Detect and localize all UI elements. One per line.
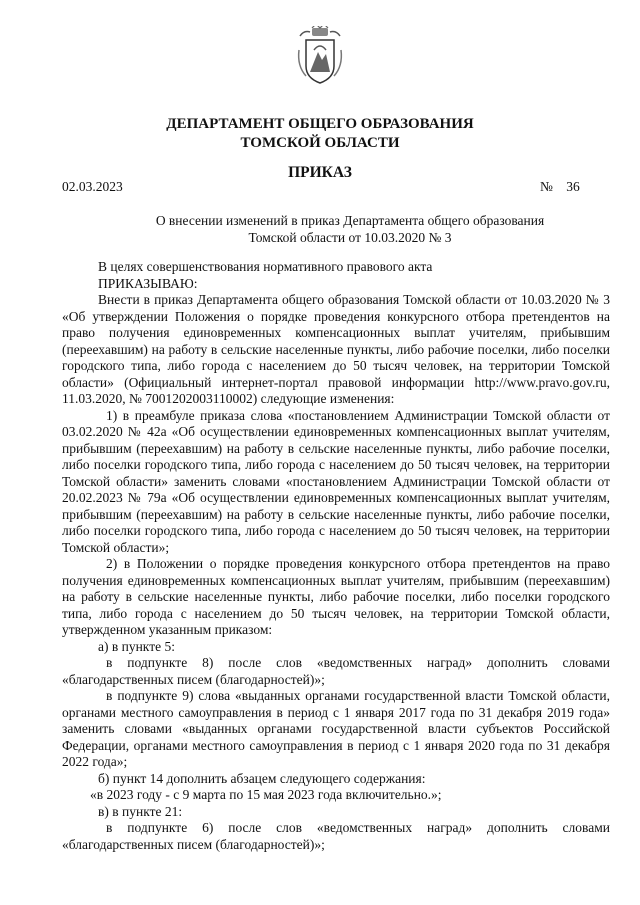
paragraph-subpoint-6: в подпункте 6) после слов «ведомственных наград» дополнить словами «благодарственных писем (благодарностей)»; <box>62 820 610 852</box>
paragraph-subitem-v: в) в пункте 21: <box>98 803 183 819</box>
subject-line-2: Томской области от 10.03.2020 № 3 <box>248 230 452 245</box>
paragraph-subitem-b: б) пункт 14 дополнить абзацем следующего содержания: <box>98 770 426 786</box>
paragraph-item-2: 2) в Положении о порядке проведения конкурсного отбора претендентов на право получения единовременных компенсационных выплат учителям, прибывшим (переехавшим) на работу в сельские населенные пункты, либо рабочие поселки, либо поселки городского типа, либо города с населением до 50 тысяч человек, на территории Томской области, утвержденном указанным приказом: <box>62 556 610 637</box>
order-number: № 36 <box>540 179 580 194</box>
order-date: 02.03.2023 <box>62 179 123 194</box>
coat-of-arms-icon <box>296 26 344 86</box>
paragraph-main: Внести в приказ Департамента общего образования Томской области от 10.03.2020 № 3 «Об утверждении Положения о порядке проведения конкурсного отбора претендентов на право получения единовременных компенсационных выплат учителям, прибывшим (переехавшим) на работу в сельские населенные пункты, либо рабочие поселки, либо поселки городского типа, либо города с населением до 50 тысяч человек, на территории Томской области» (Официальный интернет-портал правовой информации http://www.pravo.gov.ru, 11.03.2020, № 7001202003110002) следующие изменения: <box>62 292 610 406</box>
paragraph-subpoint-9: в подпункте 9) слова «выданных органами государственной власти Томской области, органами местного самоуправления в период с 1 января 2017 года по 31 декабря 2019 года» заменить словами «выданных органами государственной власти субъектов Российской Федерации, органами местного самоуправления в период с 1 января 2020 года по 31 декабря 2022 года»; <box>62 688 610 769</box>
order-subject <box>100 212 600 246</box>
paragraph-subpoint-8: в подпункте 8) после слов «ведомственных наград» дополнить словами «благодарственных писем (благодарностей)»; <box>62 655 610 687</box>
paragraph-order-word: ПРИКАЗЫВАЮ: <box>98 275 198 291</box>
paragraph-preamble: В целях совершенствования нормативного правового акта <box>98 259 433 274</box>
department-title: ДЕПАРТАМЕНТ ОБЩЕГО ОБРАЗОВАНИЯ <box>166 116 474 132</box>
doc-type-title: ПРИКАЗ <box>288 164 352 181</box>
paragraph-quote-2023: «в 2023 году - с 9 марта по 15 мая 2023 года включительно.»; <box>90 787 442 802</box>
subject-line-1: О внесении изменений в приказ Департамента общего образования <box>155 213 545 228</box>
order-body <box>62 259 610 853</box>
department-subtitle: ТОМСКОЙ ОБЛАСТИ <box>240 135 400 151</box>
paragraph-subitem-a: а) в пункте 5: <box>98 638 175 654</box>
paragraph-item-1: 1) в преамбуле приказа слова «постановлением Администрации Томской области от 03.02.2020 № 42а «Об осуществлении единовременных компенсационных выплат учителям, прибывшим (переехавшим) на работу в сельские населенные пункты, либо рабочие поселки, либо поселки городского типа, либо города с населением до 50 тысяч человек, на территории Томской области» заменить словами «постановлением Администрации Томской области от 20.02.2023 № 79а «Об осуществлении единовременных компенсационных выплат учителям, прибывшим (переехавшим) на работу в сельские населенные пункты, либо рабочие поселки, либо поселки городского типа, либо города с населением до 50 тысяч человек, на территории Томской области»; <box>62 407 610 555</box>
